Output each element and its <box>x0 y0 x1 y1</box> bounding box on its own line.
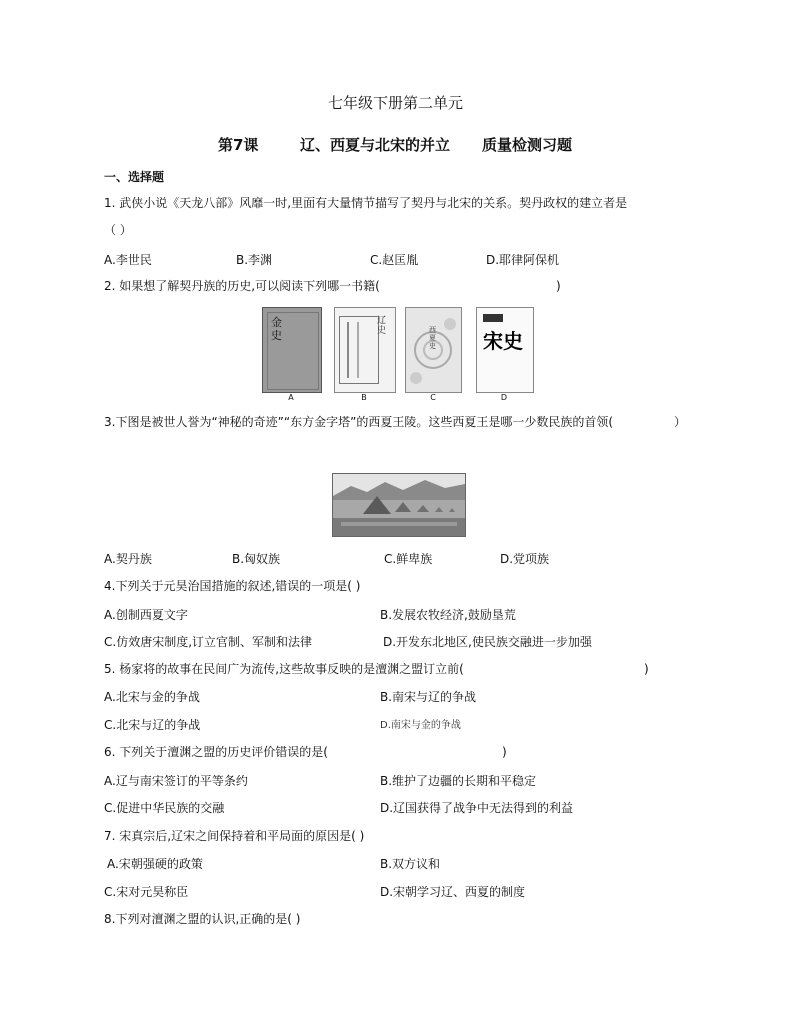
book-label-d: D <box>500 393 508 402</box>
book-a-frame <box>267 312 319 390</box>
q3-option-d: D.党项族 <box>500 552 550 566</box>
q5-option-d: D.南宋与金的争战 <box>380 720 461 731</box>
book-cover-a <box>262 307 322 393</box>
q3-stem: 3.下图是被世人誉为“神秘的奇迹”“东方金字塔”的西夏王陵。这些西夏王是哪一少数民族的首领( <box>104 415 614 429</box>
book-b-title: 辽史 <box>377 316 387 336</box>
q2-close: ) <box>556 279 561 293</box>
q6-option-c: C.促进中华民族的交融 <box>104 801 225 815</box>
lesson-number: 第7课 <box>218 136 259 154</box>
lesson-title: 辽、西夏与北宋的并立 <box>300 136 451 154</box>
q1-option-b: B.李渊 <box>236 253 273 267</box>
q1-option-a: A.李世民 <box>104 253 152 267</box>
book-label-c: C <box>430 393 436 402</box>
q6-stem: 6. 下列关于澶渊之盟的历史评价错误的是( <box>104 745 328 759</box>
q7-option-b: B.双方议和 <box>380 857 441 871</box>
book-d-title: 宋史 <box>483 329 523 353</box>
book-a-title: 金史 <box>271 316 282 342</box>
q1-option-d: D.耶律阿保机 <box>486 253 560 267</box>
unit-title: 七年级下册第二单元 <box>328 94 464 112</box>
book-cover-d <box>476 307 534 393</box>
q6-option-b: B.维护了边疆的长期和平稳定 <box>380 774 537 788</box>
book-label-b: B <box>361 393 367 402</box>
q1-bracket: （ ） <box>104 223 132 237</box>
book-c-pattern <box>406 308 461 392</box>
q5-stem: 5. 杨家将的故事在民间广为流传,这些故事反映的是澶渊之盟订立前( <box>104 662 464 676</box>
q3-option-a: A.契丹族 <box>104 552 152 566</box>
q2-stem: 2. 如果想了解契丹族的历史,可以阅读下列哪一书籍( <box>104 279 380 293</box>
q3-option-b: B.匈奴族 <box>232 552 281 566</box>
q5-close: ) <box>644 662 649 676</box>
book-b-line1 <box>347 322 349 378</box>
book-b-line2 <box>357 322 359 378</box>
q1-option-c: C.赵匡胤 <box>370 253 419 267</box>
q8-stem: 8.下列对澶渊之盟的认识,正确的是( ) <box>104 912 301 926</box>
q6-close: ) <box>502 745 507 759</box>
book-c-title: 西夏史 <box>429 326 436 350</box>
book-b-panel <box>339 316 379 384</box>
q4-option-b: B.发展农牧经济,鼓励垦荒 <box>380 608 516 622</box>
q4-option-a: A.创制西夏文字 <box>104 608 188 622</box>
q5-option-b: B.南宋与辽的争战 <box>380 690 477 704</box>
q5-option-a: A.北宋与金的争战 <box>104 690 200 704</box>
xixia-tombs-photo <box>332 473 466 537</box>
q3-option-c: C.鲜卑族 <box>384 552 433 566</box>
book-cover-b <box>334 307 396 393</box>
q5-option-c: C.北宋与辽的争战 <box>104 718 201 732</box>
q1-stem: 1. 武侠小说《天龙八部》风靡一时,里面有大量情节描写了契丹与北宋的关系。契丹政权的建立者是 <box>104 196 628 210</box>
book-cover-c <box>405 307 462 393</box>
book-label-a: A <box>288 393 294 402</box>
q7-option-a: A.宋朝强硬的政策 <box>107 857 203 871</box>
q7-stem: 7. 宋真宗后,辽宋之间保持着和平局面的原因是( ) <box>104 829 365 843</box>
q7-option-d: D.宋朝学习辽、西夏的制度 <box>380 885 526 899</box>
section-heading: 一、选择题 <box>104 170 165 184</box>
q7-option-c: C.宋对元昊称臣 <box>104 885 189 899</box>
q4-stem: 4.下列关于元昊治国措施的叙述,错误的一项是( ) <box>104 579 361 593</box>
q4-option-d: D.开发东北地区,使民族交融进一步加强 <box>383 635 592 649</box>
q6-option-a: A.辽与南宋签订的平等条约 <box>104 774 248 788</box>
lesson-subtitle: 质量检测习题 <box>482 136 573 154</box>
xixia-tombs-image <box>333 474 465 536</box>
q6-option-d: D.辽国获得了战争中无法得到的利益 <box>380 801 574 815</box>
q3-close: ） <box>674 415 687 429</box>
q4-option-c: C.仿效唐宋制度,订立官制、军制和法律 <box>104 635 313 649</box>
book-d-mark <box>483 314 503 322</box>
